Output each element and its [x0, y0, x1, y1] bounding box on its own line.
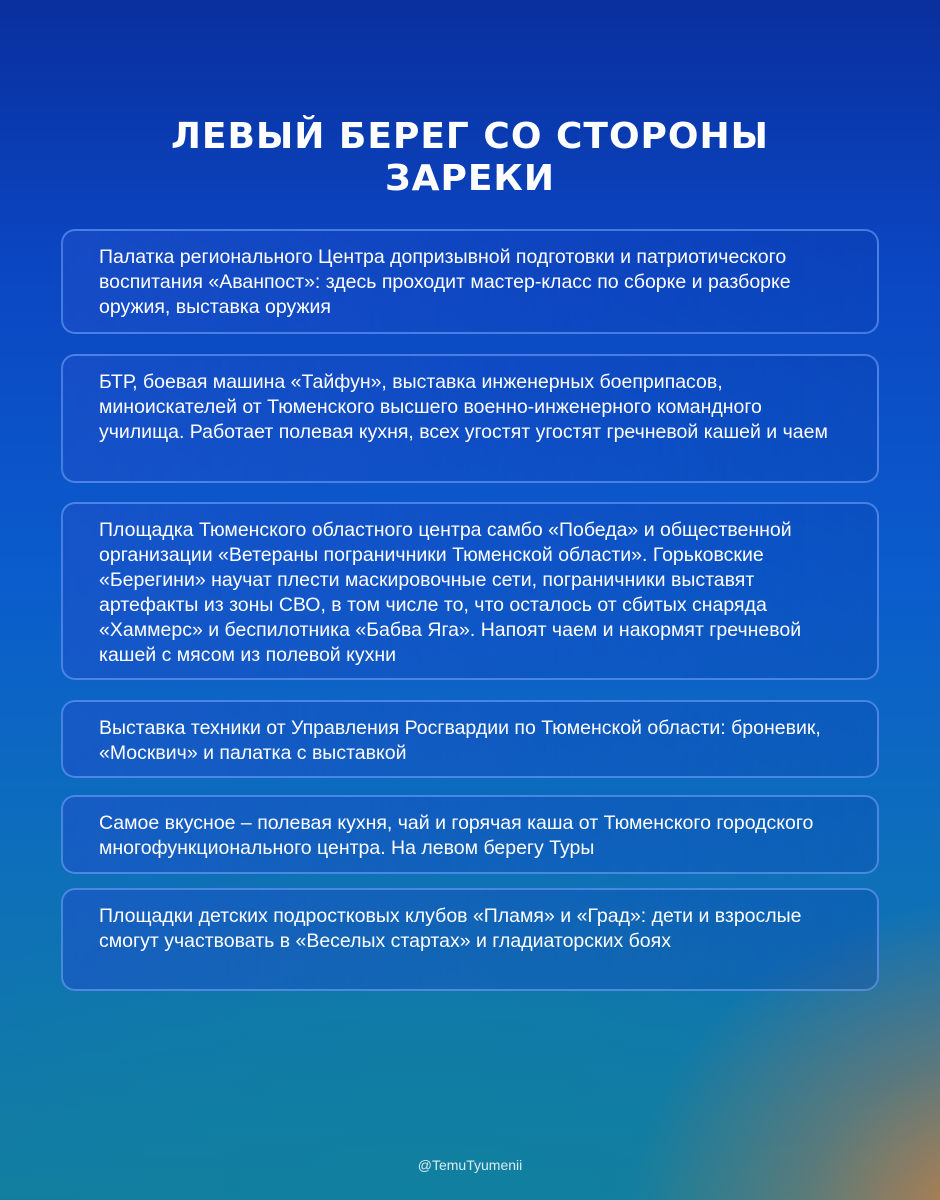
info-card-sambo — [61, 502, 879, 680]
info-card-text: Выставка техники от Управления Росгвардии по Тюменской области: броневик, «Москвич» и палатка с выставкой — [99, 717, 821, 764]
info-card-text: Площадки детских подростковых клубов «Пламя» и «Град»: дети и взрослые смогут участвовать в «Веселых стартах» и гладиаторских боях — [99, 905, 802, 952]
title-line-1: ЛЕВЫЙ БЕРЕГ СО СТОРОНЫ — [171, 116, 769, 157]
info-card-youth-clubs — [61, 888, 879, 991]
info-card-typhoon — [61, 354, 879, 483]
social-handle: @TemuTyumenii — [417, 1157, 523, 1173]
title-line-2: ЗАРЕКИ — [385, 158, 555, 199]
info-card-text: Самое вкусное – полевая кухня, чай и горячая каша от Тюменского городского многофункционального центра. На левом берегу Туры — [99, 812, 814, 859]
info-card-rosgvardia — [61, 700, 879, 778]
info-card-text: БТР, боевая машина «Тайфун», выставка инженерных боеприпасов, миноискателей от Тюменского высшего военно-инженерного командного училища. Работает полевая кухня, всех угостят угостят гречневой кашей и чаем — [99, 371, 828, 443]
page-title — [0, 116, 940, 200]
info-card-field-kitchen — [61, 795, 879, 874]
info-card-text: Палатка регионального Центра допризывной подготовки и патриотического воспитания «Аванпост»: здесь проходит мастер-класс по сборке и разборке оружия, выставка оружия — [99, 246, 791, 318]
info-card-text: Площадка Тюменского областного центра самбо «Победа» и общественной организации «Ветераны пограничники Тюменской области». Горьковские «Берегини» научат плести маскировочные сети, пограничники выставят артефакты из зоны СВО, в том числе то, что осталось от сбитых снаряда «Хаммерс» и беспилотника «Бабва Яга». Напоят чаем и накормят гречневой кашей с мясом из полевой кухни — [99, 519, 802, 666]
info-card-avanpost — [61, 229, 879, 334]
